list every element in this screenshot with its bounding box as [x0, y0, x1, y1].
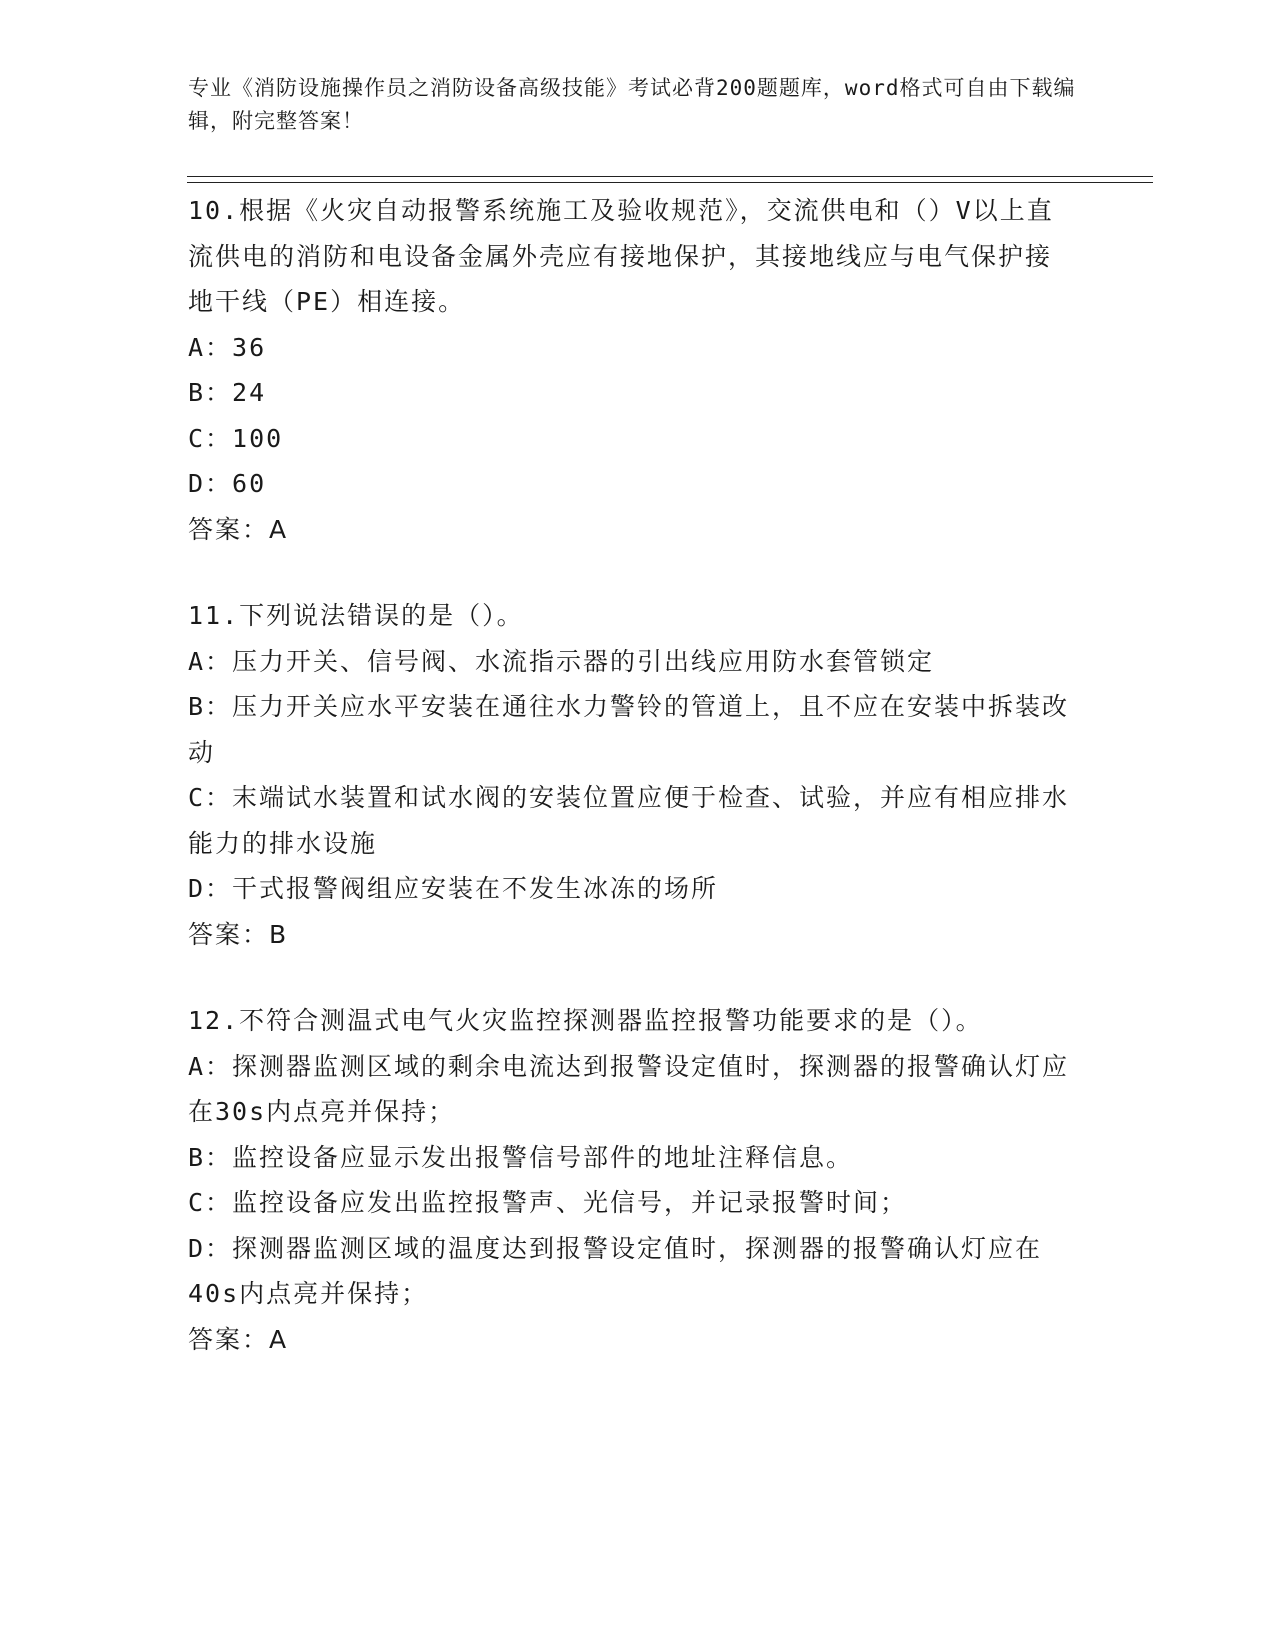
option-b: B：24 [188, 378, 267, 407]
answer-line: 答案：A [188, 1324, 289, 1354]
option-d: D：60 [188, 469, 267, 498]
question-stem: 10.根据《火灾自动报警系统施工及验收规范》，交流供电和（）V以上直流供电的消防和电设备金属外壳应有接地保护，其接地线应与电气保护接地干线（PE）相连接。 [188, 196, 1054, 316]
option-b: B：监控设备应显示发出报警信号部件的地址注释信息。 [188, 1142, 854, 1172]
question-10 [188, 188, 1078, 552]
option-c: C：100 [188, 423, 284, 453]
option-d: D：干式报警阀组应安装在不发生冰冻的场所 [188, 874, 719, 903]
document-header: 专业《消防设施操作员之消防设备高级技能》考试必背200题题库，word格式可自由下载编辑，附完整答案！ [188, 76, 1076, 133]
option-a: A：压力开关、信号阀、水流指示器的引出线应用防水套管锁定 [188, 646, 935, 676]
option-c: C：监控设备应发出监控报警声、光信号，并记录报警时间； [188, 1188, 908, 1217]
question-spacer [188, 957, 1078, 998]
option-c: C：末端试水装置和试水阀的安装位置应便于检查、试验，并应有相应排水能力的排水设施 [188, 783, 1070, 858]
question-12 [188, 998, 1078, 1362]
question-11 [188, 593, 1078, 957]
answer-line: 答案：A [188, 514, 289, 544]
header-divider-bottom [187, 182, 1153, 183]
answer-line: 答案：B [188, 919, 289, 949]
question-stem: 11.下列说法错误的是（）。 [188, 601, 524, 630]
question-stem: 12.不符合测温式电气火灾监控探测器监控报警功能要求的是（）。 [188, 1006, 983, 1035]
question-list [188, 188, 1078, 1362]
option-a: A：36 [188, 332, 267, 362]
option-d: D：探测器监测区域的温度达到报警设定值时，探测器的报警确认灯应在40s内点亮并保持； [188, 1233, 1043, 1308]
question-spacer [188, 552, 1078, 593]
option-a: A：探测器监测区域的剩余电流达到报警设定值时，探测器的报警确认灯应在30s内点亮并保持； [188, 1051, 1070, 1126]
option-b: B：压力开关应水平安装在通往水力警铃的管道上，且不应在安装中拆装改动 [188, 692, 1070, 767]
header-divider-top [187, 176, 1153, 177]
